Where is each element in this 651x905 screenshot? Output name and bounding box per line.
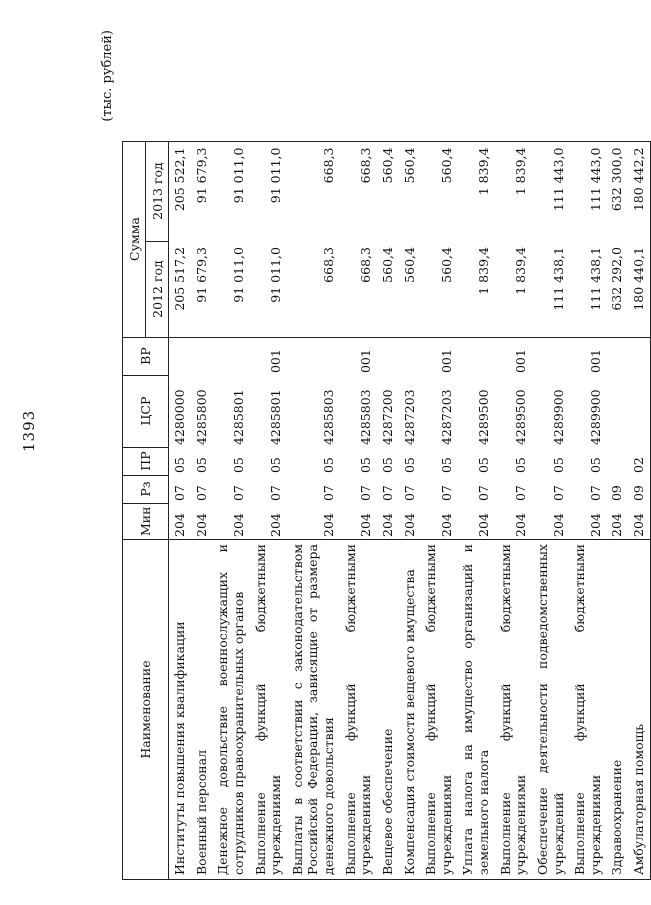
header-csr: ЦСР xyxy=(123,375,169,447)
table-row xyxy=(169,141,191,879)
cell-csr: 4289500 xyxy=(513,389,529,446)
cell-csr: 4285801 xyxy=(230,389,246,446)
table-row xyxy=(628,141,650,879)
cell-vr: 001 xyxy=(569,337,606,375)
cell-csr: 4289500 xyxy=(476,389,491,446)
cell-name: Обеспечение деятельности подведомственных учреждений xyxy=(532,540,569,880)
cell-min: 204 xyxy=(191,503,213,539)
cell-rz: 07 xyxy=(513,485,529,502)
cell-rz: 09 xyxy=(609,485,625,502)
cell-vr xyxy=(606,337,628,375)
cell-2012: 1 839,4 xyxy=(495,241,532,337)
cell-2012: 632 292,0 xyxy=(606,241,628,337)
table-row xyxy=(532,141,569,879)
cell-name: Военный персонал xyxy=(191,540,213,880)
table-header xyxy=(123,141,169,879)
cell-name: Уплата налога на имущество организаций и земельного налога xyxy=(457,540,494,880)
cell-csr: 4287203 xyxy=(401,389,417,446)
cell-2013: 668,3 xyxy=(340,141,377,241)
cell-rz: 07 xyxy=(358,485,374,502)
cell-2012: 668,3 xyxy=(340,241,377,337)
table-row xyxy=(287,141,340,879)
cell-vr xyxy=(399,337,421,375)
table-row xyxy=(191,141,213,879)
cell-name: Амбулаторная помощь xyxy=(628,540,650,880)
cell-2013: 560,4 xyxy=(399,141,421,241)
cell-rz: 07 xyxy=(172,485,187,502)
cell-vr xyxy=(377,337,399,375)
cell-2012: 668,3 xyxy=(287,241,340,337)
cell-vr xyxy=(532,337,569,375)
cell-min: 204 xyxy=(212,503,249,539)
cell-2013: 91 679,3 xyxy=(191,141,213,241)
cell-vr: 001 xyxy=(420,337,457,375)
cell-pr: 05 xyxy=(513,457,529,474)
cell-2012: 91 679,3 xyxy=(191,241,213,337)
cell-vr xyxy=(287,337,340,375)
cell-min: 204 xyxy=(569,503,606,539)
cell-2013: 560,4 xyxy=(420,141,457,241)
cell-rz: 07 xyxy=(550,485,566,502)
table-body xyxy=(169,141,651,879)
cell-2013: 668,3 xyxy=(287,141,340,241)
table-row xyxy=(250,141,287,879)
cell-min: 204 xyxy=(628,503,650,539)
cell-csr: 4287200 xyxy=(379,389,395,446)
cell-2012: 91 011,0 xyxy=(212,241,249,337)
cell-pr: 05 xyxy=(550,457,566,474)
cell-min: 204 xyxy=(169,503,191,539)
cell-min: 204 xyxy=(532,503,569,539)
cell-2013: 180 442,2 xyxy=(628,141,650,241)
cell-min: 204 xyxy=(420,503,457,539)
table-row xyxy=(377,141,399,879)
header-min: Мин xyxy=(123,503,169,539)
cell-min: 204 xyxy=(287,503,340,539)
cell-rz: 07 xyxy=(268,485,284,502)
cell-2013: 1 839,4 xyxy=(457,141,494,241)
cell-vr xyxy=(212,337,249,375)
cell-min: 204 xyxy=(250,503,287,539)
cell-csr: 4285803 xyxy=(321,389,336,446)
cell-pr: 05 xyxy=(379,457,395,474)
cell-min: 204 xyxy=(377,503,399,539)
cell-2013: 560,4 xyxy=(377,141,399,241)
cell-pr: 05 xyxy=(587,457,603,474)
cell-csr xyxy=(628,375,650,447)
cell-min: 204 xyxy=(606,503,628,539)
cell-min: 204 xyxy=(495,503,532,539)
cell-vr xyxy=(457,337,494,375)
cell-pr: 05 xyxy=(268,457,284,474)
cell-2013: 1 839,4 xyxy=(495,141,532,241)
table-row xyxy=(495,141,532,879)
header-pr: ПР xyxy=(123,447,169,475)
cell-vr: 001 xyxy=(495,337,532,375)
cell-name: Денежное довольствие военнослужащих и сотрудников правоохранительных органов xyxy=(212,540,249,880)
cell-vr: 001 xyxy=(250,337,287,375)
cell-vr xyxy=(191,337,213,375)
cell-csr: 4287203 xyxy=(438,389,454,446)
cell-name: Вещевое обеспечение xyxy=(377,540,399,880)
cell-min: 204 xyxy=(457,503,494,539)
header-sum: Сумма xyxy=(123,141,146,337)
page-number: 1393 xyxy=(20,409,38,452)
cell-2012: 91 011,0 xyxy=(250,241,287,337)
cell-min: 204 xyxy=(399,503,421,539)
cell-pr: 05 xyxy=(438,457,454,474)
cell-vr: 001 xyxy=(340,337,377,375)
cell-2013: 91 011,0 xyxy=(250,141,287,241)
cell-rz: 07 xyxy=(587,485,603,502)
cell-name: Выплаты в соответствии с законодательством Российской Федерации, зависящие от размера денежного довольствия xyxy=(287,540,340,880)
header-name: Наименование xyxy=(123,540,169,880)
table-row xyxy=(399,141,421,879)
cell-name: Компенсация стоимости вещевого имущества xyxy=(399,540,421,880)
cell-pr: 05 xyxy=(321,457,336,474)
cell-2012: 111 438,1 xyxy=(532,241,569,337)
cell-rz: 07 xyxy=(476,485,491,502)
header-year-2013: 2013 год xyxy=(146,141,169,241)
cell-name: Институты повышения квалификации xyxy=(169,540,191,880)
units-note: (тыс. рублей) xyxy=(100,30,115,122)
header-rz: Рз xyxy=(123,475,169,503)
cell-2013: 205 522,1 xyxy=(169,141,191,241)
cell-2012: 560,4 xyxy=(420,241,457,337)
cell-pr: 05 xyxy=(230,457,246,474)
cell-2012: 560,4 xyxy=(377,241,399,337)
cell-name: Здравоохранение xyxy=(606,540,628,880)
budget-table xyxy=(122,141,651,880)
rotated-page xyxy=(100,30,646,880)
table-row xyxy=(457,141,494,879)
cell-rz: 07 xyxy=(379,485,395,502)
cell-name: Выполнение функций бюджетными учреждениями xyxy=(420,540,457,880)
cell-pr: 05 xyxy=(476,457,491,474)
table-row xyxy=(569,141,606,879)
cell-2013: 111 443,0 xyxy=(532,141,569,241)
cell-pr: 05 xyxy=(193,457,209,474)
cell-2013: 111 443,0 xyxy=(569,141,606,241)
cell-2013: 91 011,0 xyxy=(212,141,249,241)
cell-2013: 632 300,0 xyxy=(606,141,628,241)
cell-2012: 180 440,1 xyxy=(628,241,650,337)
cell-csr: 4285801 xyxy=(268,389,284,446)
table-row xyxy=(420,141,457,879)
header-year-2012: 2012 год xyxy=(146,241,169,337)
table-row xyxy=(212,141,249,879)
cell-rz: 07 xyxy=(401,485,417,502)
cell-2012: 560,4 xyxy=(399,241,421,337)
cell-rz: 07 xyxy=(321,485,336,502)
cell-pr xyxy=(606,447,628,475)
cell-name: Выполнение функций бюджетными учреждениями xyxy=(569,540,606,880)
cell-vr xyxy=(628,337,650,375)
cell-2012: 1 839,4 xyxy=(457,241,494,337)
cell-csr: 4285800 xyxy=(193,389,209,446)
cell-csr xyxy=(606,375,628,447)
cell-rz: 07 xyxy=(230,485,246,502)
cell-rz: 07 xyxy=(193,485,209,502)
cell-csr: 4289900 xyxy=(550,389,566,446)
cell-pr: 05 xyxy=(172,457,187,474)
cell-min: 204 xyxy=(340,503,377,539)
table-row xyxy=(340,141,377,879)
cell-name: Выполнение функций бюджетными учреждениями xyxy=(250,540,287,880)
cell-name: Выполнение функций бюджетными учреждениями xyxy=(495,540,532,880)
cell-pr: 05 xyxy=(358,457,374,474)
header-vr: ВР xyxy=(123,337,169,375)
cell-csr: 4289900 xyxy=(587,389,603,446)
cell-vr xyxy=(169,337,191,375)
cell-2012: 111 438,1 xyxy=(569,241,606,337)
cell-rz: 07 xyxy=(438,485,454,502)
cell-pr: 05 xyxy=(401,457,417,474)
cell-csr: 4280000 xyxy=(172,389,187,446)
table-row xyxy=(606,141,628,879)
cell-csr: 4285803 xyxy=(358,389,374,446)
cell-pr: 02 xyxy=(628,447,650,475)
cell-2012: 205 517,2 xyxy=(169,241,191,337)
cell-name: Выполнение функций бюджетными учреждениями xyxy=(340,540,377,880)
cell-rz: 09 xyxy=(628,475,650,503)
